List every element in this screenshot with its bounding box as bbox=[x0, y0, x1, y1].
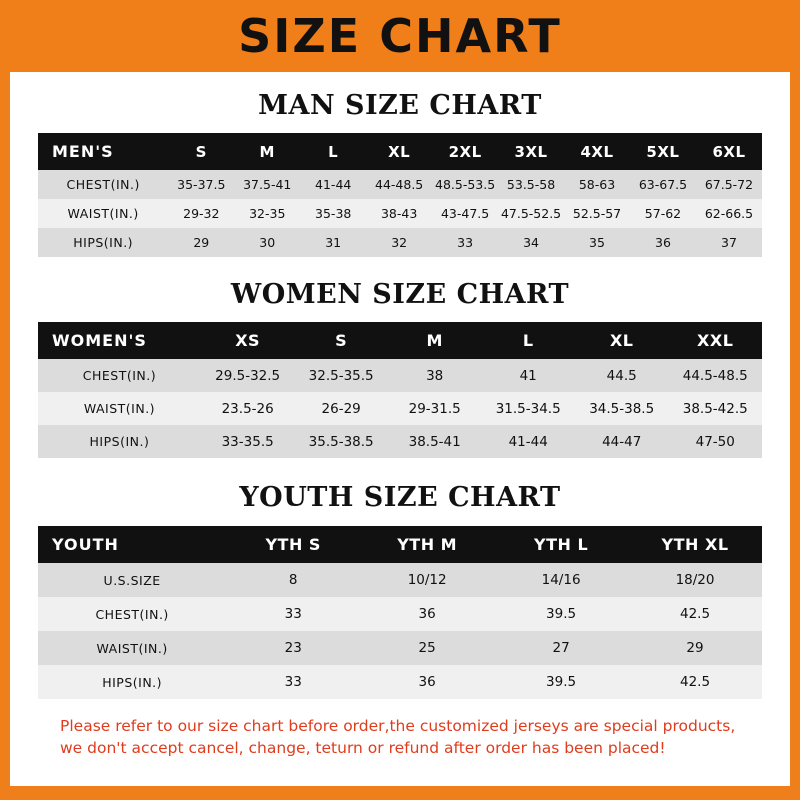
column-header: XL bbox=[609, 331, 634, 350]
cell: 35.5-38.5 bbox=[308, 433, 374, 450]
cell: 38 bbox=[426, 367, 444, 384]
order-notice-line-2: we don't accept cancel, change, teturn or refund after order has been placed! bbox=[60, 739, 666, 758]
row-label: WAIST(IN.) bbox=[83, 401, 156, 416]
cell: 31.5-34.5 bbox=[495, 400, 561, 417]
men-section-title: MAN SIZE CHART bbox=[258, 90, 542, 121]
cell: 32-35 bbox=[249, 206, 286, 221]
cell: 53.5-58 bbox=[506, 177, 556, 192]
cell: 32 bbox=[391, 235, 408, 250]
banner bbox=[0, 0, 800, 72]
column-header: WOMEN'S bbox=[52, 331, 147, 350]
cell: 62-66.5 bbox=[704, 206, 754, 221]
cell: 36 bbox=[655, 235, 671, 250]
cell: 35-38 bbox=[315, 206, 352, 221]
cell: 39.5 bbox=[546, 674, 577, 690]
cell: 29.5-32.5 bbox=[215, 367, 281, 384]
column-header: YTH L bbox=[534, 535, 589, 554]
cell: 38.5-41 bbox=[408, 433, 461, 450]
cell: 33 bbox=[457, 235, 474, 250]
row-label: CHEST(IN.) bbox=[66, 177, 140, 192]
order-notice-line-1: Please refer to our size chart before order,the customized jerseys are special products, bbox=[60, 717, 736, 735]
cell: 38.5-42.5 bbox=[682, 400, 748, 417]
cell: 14/16 bbox=[541, 572, 581, 588]
cell: 29 bbox=[193, 235, 210, 250]
cell: 35 bbox=[589, 235, 605, 250]
cell: 35-37.5 bbox=[177, 177, 226, 192]
column-header: S bbox=[195, 142, 207, 161]
row-label: WAIST(IN.) bbox=[67, 206, 139, 221]
column-header: XXL bbox=[697, 331, 734, 350]
column-header: YTH XL bbox=[661, 535, 729, 554]
cell: 41-44 bbox=[315, 177, 352, 192]
page-title: SIZE CHART bbox=[238, 9, 562, 63]
cell: 36 bbox=[418, 674, 436, 690]
cell: 29-31.5 bbox=[408, 400, 461, 417]
cell: 57-62 bbox=[644, 206, 682, 221]
order-notice bbox=[60, 715, 740, 760]
table-row bbox=[38, 359, 762, 392]
row-label: CHEST(IN.) bbox=[82, 368, 157, 383]
cell: 42.5 bbox=[679, 674, 711, 690]
table-row bbox=[38, 392, 762, 425]
cell: 26-29 bbox=[321, 400, 361, 417]
table-row bbox=[38, 631, 762, 665]
cell: 32.5-35.5 bbox=[308, 367, 374, 384]
cell: 10/12 bbox=[407, 572, 447, 588]
content bbox=[10, 90, 790, 760]
column-header: XS bbox=[235, 331, 261, 350]
table-row bbox=[38, 199, 762, 228]
column-header: 4XL bbox=[580, 142, 614, 161]
cell: 27 bbox=[552, 640, 570, 656]
cell: 37 bbox=[721, 235, 737, 250]
cell: 18/20 bbox=[675, 572, 715, 588]
cell: 38-43 bbox=[380, 206, 418, 221]
men-size-table bbox=[38, 133, 762, 257]
cell: 44.5-48.5 bbox=[682, 367, 748, 384]
row-label: HIPS(IN.) bbox=[73, 235, 134, 250]
women-size-table bbox=[38, 322, 762, 458]
cell: 41 bbox=[519, 367, 537, 384]
cell: 44.5 bbox=[606, 367, 637, 384]
table-row bbox=[38, 170, 762, 199]
youth-size-table bbox=[38, 526, 762, 699]
cell: 39.5 bbox=[546, 606, 577, 622]
cell: 47.5-52.5 bbox=[500, 206, 562, 221]
women-section-title: WOMEN SIZE CHART bbox=[230, 279, 570, 310]
cell: 44-48.5 bbox=[375, 177, 424, 192]
cell: 43-47.5 bbox=[440, 206, 490, 221]
cell: 42.5 bbox=[679, 606, 711, 622]
table-row bbox=[38, 665, 762, 699]
column-header: YTH M bbox=[397, 535, 458, 554]
cell: 34.5-38.5 bbox=[589, 400, 655, 417]
row-label: U.S.SIZE bbox=[103, 572, 161, 588]
cell: 23.5-26 bbox=[221, 400, 274, 417]
cell: 48.5-53.5 bbox=[435, 177, 496, 192]
table-row bbox=[38, 228, 762, 257]
cell: 63-67.5 bbox=[638, 177, 688, 192]
table-row bbox=[38, 425, 762, 458]
column-header: S bbox=[335, 331, 348, 350]
row-label: HIPS(IN.) bbox=[89, 434, 150, 449]
table-row bbox=[38, 563, 762, 597]
column-header: YTH S bbox=[265, 535, 321, 554]
table-header-row bbox=[38, 322, 762, 359]
cell: 41-44 bbox=[508, 433, 548, 450]
row-label: CHEST(IN.) bbox=[95, 606, 169, 622]
youth-section-title: YOUTH SIZE CHART bbox=[239, 482, 561, 513]
cell: 31 bbox=[325, 235, 342, 250]
column-header: 5XL bbox=[646, 142, 680, 161]
cell: 25 bbox=[418, 640, 436, 656]
cell: 29 bbox=[686, 640, 704, 656]
bottom-accent-bar bbox=[0, 786, 800, 800]
table-header-row bbox=[38, 526, 762, 563]
column-header: L bbox=[328, 142, 339, 161]
cell: 33 bbox=[284, 606, 302, 622]
column-header: M bbox=[259, 142, 275, 161]
cell: 33-35.5 bbox=[221, 433, 274, 450]
cell: 8 bbox=[288, 572, 298, 588]
table-header-row bbox=[38, 133, 762, 170]
column-header: MEN'S bbox=[52, 142, 114, 161]
cell: 23 bbox=[284, 640, 302, 656]
cell: 58-63 bbox=[578, 177, 616, 192]
row-label: WAIST(IN.) bbox=[96, 640, 168, 656]
cell: 37.5-41 bbox=[243, 177, 292, 192]
column-header: 2XL bbox=[448, 142, 482, 161]
column-header: 6XL bbox=[712, 142, 746, 161]
cell: 47-50 bbox=[695, 433, 735, 450]
cell: 36 bbox=[418, 606, 436, 622]
cell: 44-47 bbox=[602, 433, 642, 450]
column-header: L bbox=[522, 331, 534, 350]
cell: 29-32 bbox=[183, 206, 220, 221]
cell: 52.5-57 bbox=[572, 206, 622, 221]
cell: 67.5-72 bbox=[704, 177, 754, 192]
column-header: XL bbox=[388, 142, 411, 161]
cell: 33 bbox=[284, 674, 302, 690]
cell: 34 bbox=[523, 235, 539, 250]
row-label: HIPS(IN.) bbox=[102, 674, 163, 690]
column-header: YOUTH bbox=[52, 535, 119, 554]
column-header: M bbox=[426, 331, 443, 350]
column-header: 3XL bbox=[514, 142, 548, 161]
cell: 30 bbox=[259, 235, 276, 250]
table-row bbox=[38, 597, 762, 631]
